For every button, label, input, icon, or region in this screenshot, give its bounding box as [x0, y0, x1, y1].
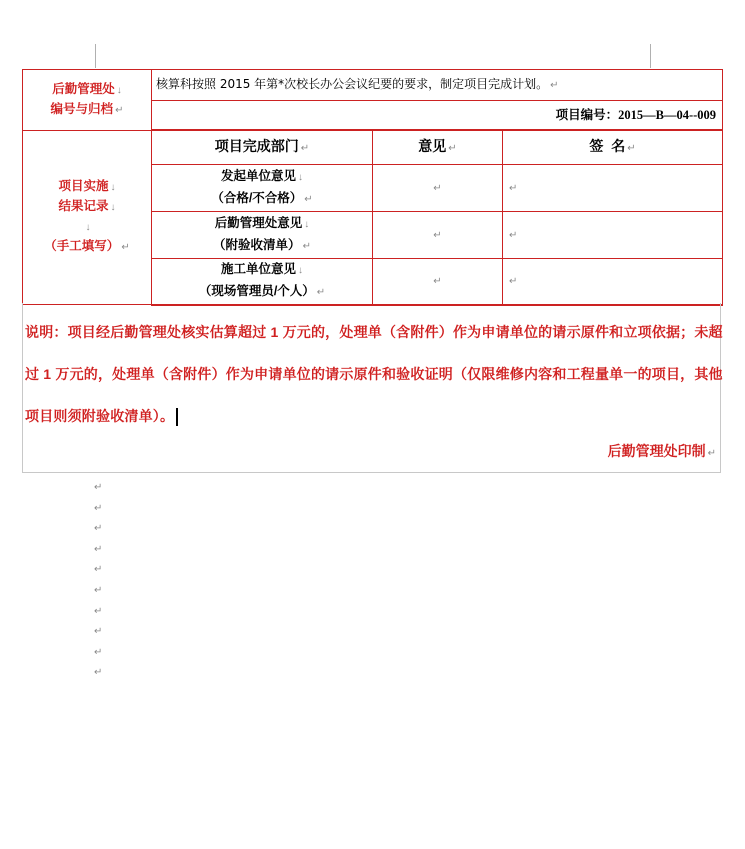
paragraph-mark: ↵: [509, 182, 518, 194]
paragraph-mark: ↵: [448, 143, 457, 154]
paragraph-mark: ↵: [94, 605, 103, 617]
paragraph-mark: ↵: [316, 287, 326, 299]
line-break-mark: ↓: [116, 84, 122, 96]
paragraph-mark: ↵: [300, 143, 310, 154]
header-signature: [503, 130, 723, 165]
opinion-cell-initiator[interactable]: [373, 165, 503, 212]
paragraph-mark: ↵: [94, 482, 103, 493]
paragraph-mark: ↵: [433, 182, 442, 194]
issuer-signature: [608, 441, 716, 461]
paragraph-mark: ↵: [509, 275, 518, 287]
paragraph-mark: ↵: [94, 667, 103, 679]
paragraph-mark: ↵: [433, 275, 442, 287]
row-label-line1: 后勤管理处意见: [214, 216, 303, 230]
archive-label: 编号与归档: [50, 101, 114, 116]
header-opinion-text: 意见: [418, 138, 447, 154]
header-signature-text: 签 名: [589, 138, 626, 154]
page-corner-mark-right: [650, 44, 651, 68]
row-label-line2: （合格/不合格）: [211, 191, 303, 205]
note-text: 说明：项目经后勤管理处核实估算超过 1 万元的，处理单（含附件）作为申请单位的请示原件和立项依据；未超过 1 万元的，处理单（含附件）作为申请单位的请示原件和验收证明（仅限维修内容和工程量单一的项目，其他项目则须附验收清单）。: [25, 324, 723, 424]
header-department-text: 项目完成部门: [214, 138, 299, 154]
office-label: 后勤管理处: [52, 81, 115, 96]
project-code-cell[interactable]: [152, 101, 723, 131]
page-corner-mark-left: [95, 44, 96, 68]
paragraph-mark: ↵: [94, 646, 103, 658]
line-break-mark: ↓: [85, 222, 91, 234]
signature-cell-logistics[interactable]: [503, 212, 723, 259]
project-completion-table: [22, 69, 723, 306]
note-paragraph[interactable]: [25, 311, 723, 437]
row-label-contractor: [152, 259, 373, 305]
row-label-line2: （现场管理员/个人）: [198, 284, 315, 299]
header-department: [152, 130, 373, 165]
paragraph-mark: ↵: [94, 626, 103, 638]
paragraph-mark: ↵: [707, 448, 716, 459]
header-row: [23, 130, 723, 165]
line-break-mark: ↓: [110, 202, 116, 214]
signature-cell-contractor[interactable]: [503, 259, 723, 305]
paragraph-mark: ↵: [94, 502, 103, 514]
record-label-line1: 项目实施: [58, 179, 109, 194]
line-break-mark: ↓: [298, 172, 303, 183]
empty-paragraphs: [94, 478, 102, 684]
header-opinion: [373, 130, 503, 165]
opinion-cell-contractor[interactable]: [373, 259, 503, 305]
row-label-line1: 施工单位意见: [220, 262, 296, 277]
row-label-logistics: [152, 212, 373, 259]
paragraph-mark: ↵: [302, 241, 311, 252]
record-label-line3: （手工填写）: [44, 239, 120, 254]
row-label-initiator: [152, 165, 373, 212]
paragraph-mark: ↵: [550, 80, 559, 91]
opinion-cell-logistics[interactable]: [373, 212, 503, 259]
line-break-mark: ↓: [304, 219, 310, 230]
line-break-mark: ↓: [298, 265, 303, 277]
paragraph-mark: ↵: [509, 229, 518, 241]
paragraph-mark: ↵: [94, 584, 103, 596]
paragraph-mark: ↵: [627, 143, 636, 154]
line-break-mark: ↓: [110, 182, 116, 194]
paragraph-mark: ↵: [121, 242, 130, 254]
basis-text-cell[interactable]: [152, 70, 723, 101]
basis-text: 核算科按照 2015 年第*次校长办公会议纪要的要求，制定项目完成计划。: [156, 77, 549, 91]
result-record-label-cell: [23, 130, 152, 305]
office-archive-label-cell: [23, 70, 152, 131]
text-cursor: [176, 408, 178, 426]
note-box: [22, 303, 721, 473]
paragraph-mark: ↵: [94, 543, 103, 555]
paragraph-mark: ↵: [94, 523, 103, 535]
project-code: 项目编号：2015—B—04--009: [555, 108, 717, 122]
paragraph-mark: ↵: [115, 104, 124, 116]
signature-cell-initiator[interactable]: [503, 165, 723, 212]
issuer-signature-text: 后勤管理处印制: [607, 443, 706, 459]
row-label-line2: （附验收清单）: [213, 238, 301, 252]
record-label-line2: 结果记录: [58, 199, 109, 214]
paragraph-mark: ↵: [304, 194, 313, 205]
paragraph-mark: ↵: [94, 564, 103, 576]
basis-row: [23, 70, 723, 101]
paragraph-mark: ↵: [433, 229, 442, 241]
row-label-line1: 发起单位意见: [220, 169, 296, 183]
